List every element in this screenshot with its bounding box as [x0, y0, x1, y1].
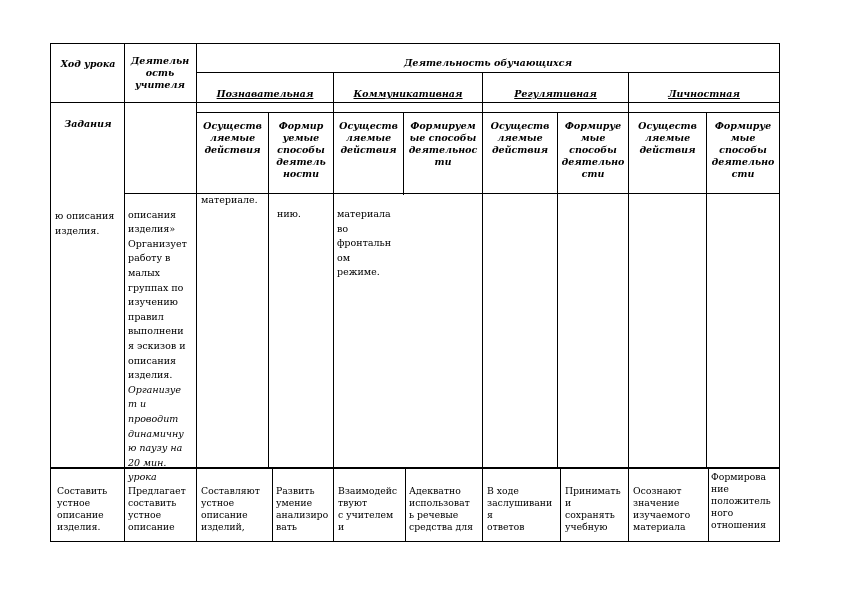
row1-cog-methods: нию. — [277, 209, 301, 220]
header-students: Деятельность обучающихся — [403, 58, 573, 69]
col-line — [272, 468, 273, 542]
row2-comm-actions: Взаимодейс твуют с учителем и — [338, 486, 398, 533]
sub-methods-regulative: Формируе мые способы деятельно сти — [561, 121, 625, 180]
row1-hod: ю описания изделия. — [55, 211, 115, 237]
sub-actions-cognitive: Осуществ ляемые действия — [203, 121, 262, 156]
row1-comm-actions: материала во фронтальн ом режиме. — [337, 209, 392, 279]
group-communicative: Коммуникативная — [353, 89, 463, 100]
sub-actions-personal: Осуществ ляемые действия — [638, 121, 697, 156]
row1-cog-actions: материале. — [201, 195, 258, 206]
col-line — [124, 43, 125, 542]
row1-teacher-plain: описания изделия» Организует работу в малых группах по изучению правил выполнени я эскизов и описания изделия. — [128, 209, 187, 382]
header-divider — [50, 102, 780, 103]
col-line — [50, 43, 51, 542]
header-divider — [196, 72, 780, 73]
row2-pers-methods: Формирова ние положитель ного отношения — [711, 472, 771, 531]
row2-teacher: Предлагает составить устное описание — [128, 486, 186, 533]
header-zadaniya: Задания — [64, 119, 112, 130]
col-line — [779, 43, 780, 542]
row1-teacher-italic: Организуе т и проводит динамичну ю паузу на 20 мин. урока — [128, 384, 184, 484]
table-border-top — [50, 43, 780, 44]
sub-methods-communicative: Формируем ые способы деятельнос ти — [408, 121, 478, 168]
row2-hod: Составить устное описание изделия. — [57, 486, 108, 533]
col-line — [560, 468, 561, 542]
header-teacher: Деятельн ость учителя — [130, 56, 190, 91]
row2-cog-methods: Развить умение анализиро вать — [276, 486, 329, 533]
group-regulative: Регулятивная — [514, 89, 597, 100]
header-hod: Ход урока — [60, 59, 116, 70]
col-line — [333, 468, 334, 542]
sub-methods-personal: Формируе мые способы деятельно сти — [711, 121, 775, 180]
col-line — [405, 468, 406, 542]
sub-actions-regulative: Осуществ ляемые действия — [490, 121, 550, 156]
sub-actions-communicative: Осуществ ляемые действия — [339, 121, 398, 156]
col-line — [708, 468, 709, 542]
sub-methods-cognitive: Формир уемые способы деятель ности — [276, 121, 326, 180]
row1-teacher — [128, 194, 196, 486]
table-border-bottom — [50, 541, 780, 542]
col-line — [196, 43, 197, 542]
header-divider — [196, 112, 780, 113]
row2-reg-methods: Принимать и сохранять учебную — [565, 486, 621, 533]
row2-comm-methods: Адекватно использоват ь речевые средства для — [409, 486, 473, 533]
group-cognitive: Познавательная — [216, 89, 314, 100]
group-personal: Личностная — [668, 89, 740, 100]
row2-reg-actions: В ходе заслушивани я ответов — [487, 486, 553, 533]
row2-pers-actions: Осознают значение изучаемого материала — [633, 486, 691, 533]
row2-cog-actions: Составляют устное описание изделий, — [201, 486, 260, 533]
col-line — [482, 468, 483, 542]
